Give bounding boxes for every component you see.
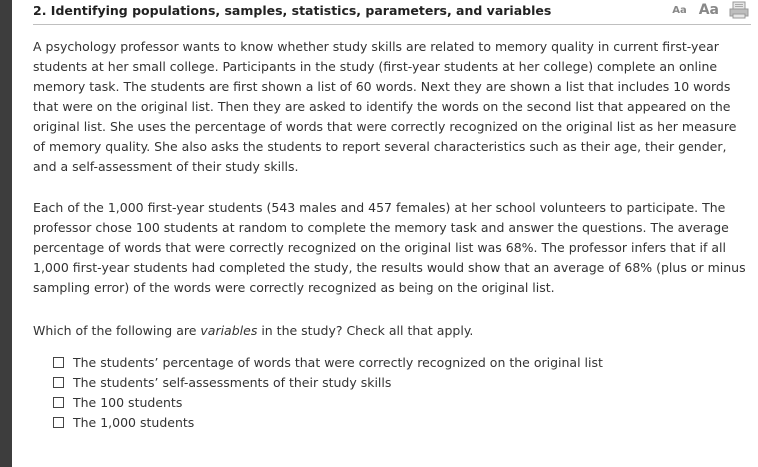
checkbox[interactable]: [53, 417, 64, 428]
option-label: The students’ self-assessments of their study skills: [73, 374, 392, 390]
scenario-paragraph-1: A psychology professor wants to know whether study skills are related to memory quality in current first-year students at her small college. Participants in the study (first-year students at her college) complete an online memory task. The students are first shown a list of 60 words. Next they are shown a list that includes 10 words that were on the original list. Then they are asked to identify the words on the second list that appeared on the original list. She uses the percentage of words that were correctly recognized on the original list as her measure of memory quality. She also asks the students to report several characteristics such as their age, their gender, and a self-assessment of their study skills.: [33, 39, 737, 174]
option-self-assessments[interactable]: [53, 372, 603, 392]
question-prompt: [33, 321, 751, 341]
option-label: The students’ percentage of words that were correctly recognized on the original list: [73, 354, 603, 370]
checkbox[interactable]: [53, 397, 64, 408]
question-header: [33, 0, 751, 25]
question-panel: [33, 0, 751, 430]
question-prompt-end: in the study? Check all that apply.: [257, 323, 474, 338]
print-icon[interactable]: [729, 1, 749, 19]
checkbox[interactable]: [53, 357, 64, 368]
increase-font-button[interactable]: Aa: [698, 2, 719, 18]
option-1000-students[interactable]: [53, 412, 603, 432]
scenario-paragraph-2: Each of the 1,000 first-year students (543 males and 457 females) at her school volunteers to participate. The professor chose 100 students at random to complete the memory task and answer the questions. The average percentage of words that were correctly recognized on the original list was 68%. The professor infers that if all 1,000 first-year students had completed the study, the results would show that an average of 68% (plus or minus sampling error) of the words were correctly recognized as being on the original list.: [33, 200, 746, 295]
option-label: The 1,000 students: [73, 414, 195, 430]
header-tools: [672, 1, 749, 19]
option-percentage-recognized[interactable]: [53, 352, 603, 372]
question-title: 2. Identifying populations, samples, statistics, parameters, and variables: [33, 3, 552, 18]
checkbox[interactable]: [53, 377, 64, 388]
answer-options: [53, 352, 603, 432]
left-sidebar-bar: [0, 0, 12, 467]
option-100-students[interactable]: [53, 392, 603, 412]
question-prompt-start: Which of the following are: [33, 323, 201, 338]
option-label: The 100 students: [73, 394, 183, 410]
decrease-font-button[interactable]: Aa: [672, 4, 687, 16]
question-prompt-emphasis: variables: [200, 323, 258, 338]
